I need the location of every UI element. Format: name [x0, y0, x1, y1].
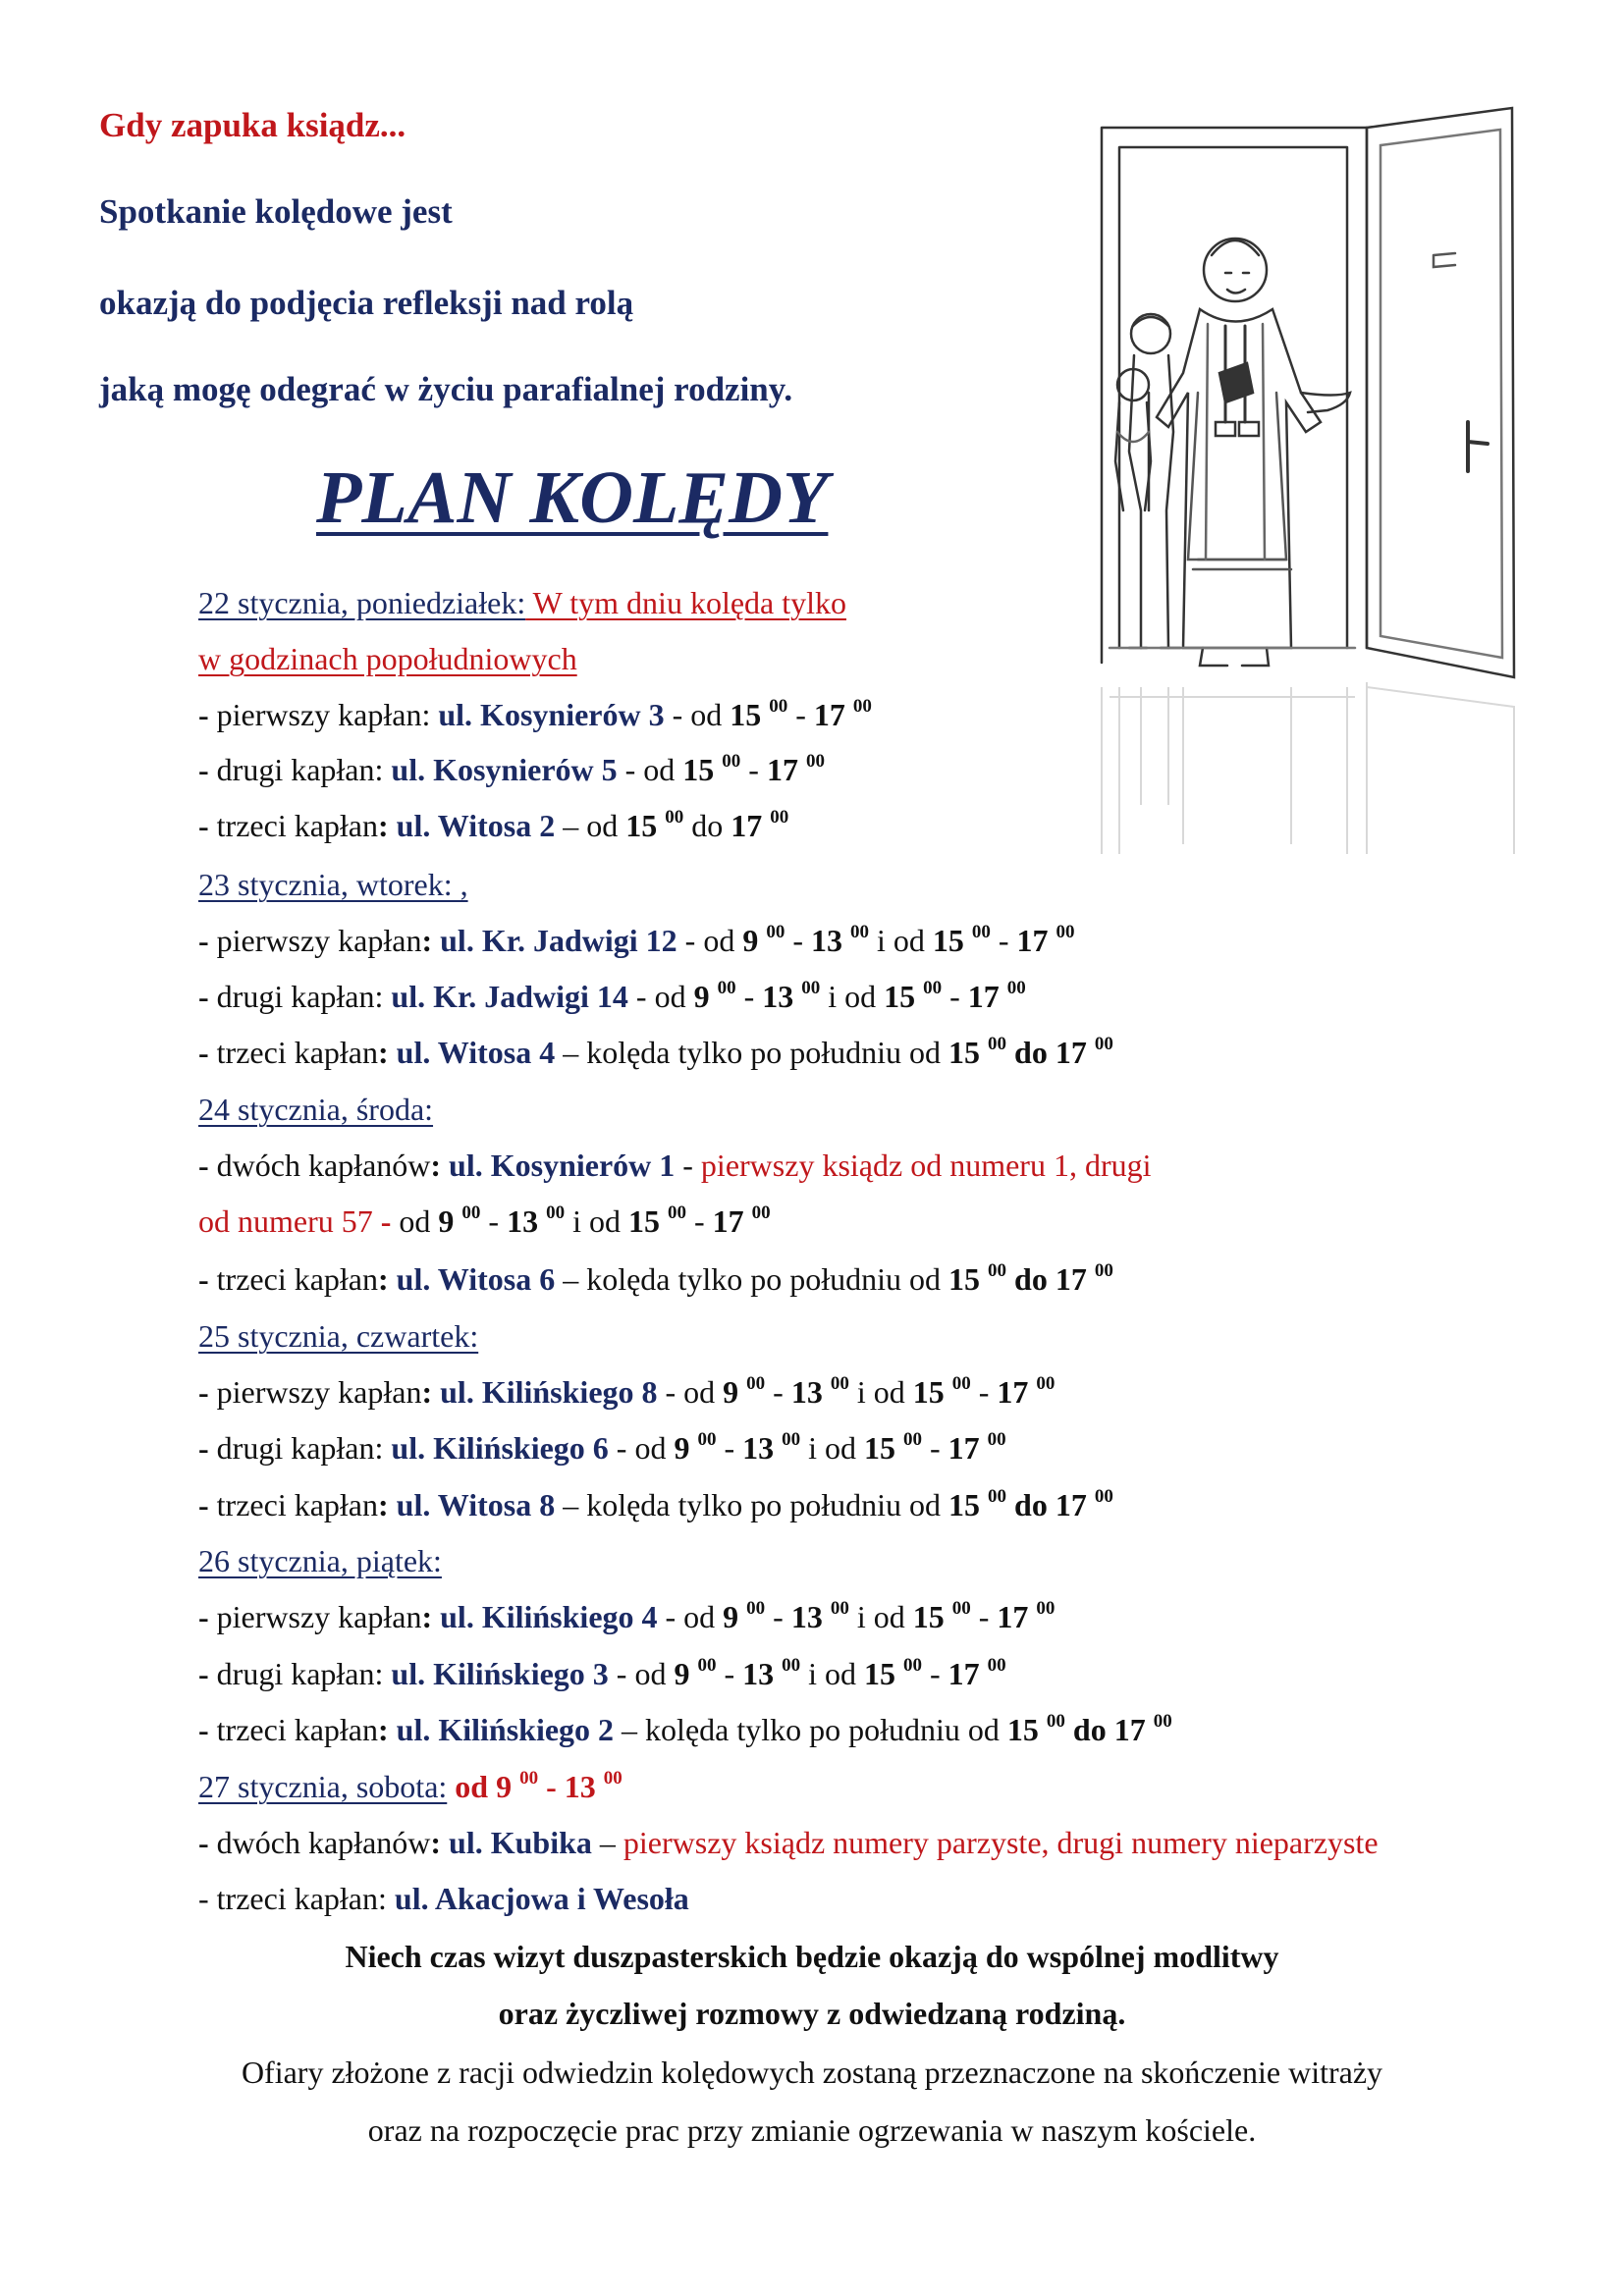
text-fragment: -	[785, 923, 811, 958]
text-fragment: i od	[820, 979, 885, 1014]
text-fragment: 00	[766, 922, 785, 942]
text-fragment: od	[399, 1203, 439, 1239]
text-fragment: do 17	[1014, 1487, 1087, 1522]
schedule-row	[198, 1879, 689, 1918]
closing-note-line-1: Ofiary złożone z racji odwiedzin kolędowych zostaną przeznaczone na skończenie witraży	[241, 2055, 1383, 2090]
text-fragment: 13	[810, 923, 842, 958]
text-fragment: -	[198, 1035, 217, 1070]
day-25-header: 25 stycznia, czwartek:	[198, 1318, 479, 1354]
text-fragment: 00	[1094, 1034, 1113, 1054]
text-fragment: 17	[712, 1203, 744, 1239]
text-fragment: -	[198, 1656, 217, 1691]
text-fragment: -	[198, 923, 217, 958]
text-fragment: 00	[722, 751, 741, 772]
text-fragment: -	[198, 979, 217, 1014]
street-name: ul. Witosa 4	[396, 1035, 556, 1070]
street-name: ul. Akacjowa i Wesoła	[394, 1881, 689, 1916]
street-name: ul. Kubika	[449, 1825, 592, 1860]
text-fragment: 00	[751, 1202, 771, 1223]
text-fragment: – kolęda tylko po południu od	[555, 1035, 949, 1070]
schedule-row	[198, 1146, 1151, 1185]
day-22-header	[198, 583, 846, 622]
text-fragment: :	[378, 1261, 397, 1297]
text-fragment: dwóch kapłanów	[216, 1148, 431, 1183]
text-fragment: -	[198, 808, 217, 843]
text-fragment: 00	[546, 1202, 566, 1223]
text-fragment: - od	[657, 1374, 724, 1410]
text-fragment: trzeci kapłan	[216, 808, 378, 843]
text-fragment: i od	[848, 1374, 913, 1410]
text-fragment: 00	[801, 978, 821, 998]
intro-line-3: jaką mogę odegrać w życiu parafialnej rodziny.	[99, 370, 793, 408]
text-fragment: 17	[967, 979, 1000, 1014]
date-label: 22 stycznia, poniedziałek:	[198, 585, 526, 620]
text-fragment: 00	[987, 1429, 1006, 1450]
text-fragment: trzeci kapłan	[216, 1487, 378, 1522]
text-fragment: - od	[617, 752, 683, 787]
text-fragment: :	[430, 1148, 450, 1183]
text-fragment: :	[378, 1712, 397, 1747]
text-fragment: dwóch kapłanów	[216, 1825, 431, 1860]
schedule-row	[198, 1201, 771, 1241]
street-name: ul. Kilińskiego 6	[391, 1430, 609, 1466]
date-label: 27 stycznia, sobota:	[198, 1769, 448, 1804]
text-fragment: -	[970, 1374, 998, 1410]
text-fragment: do 17	[1014, 1261, 1087, 1297]
schedule-row	[198, 1485, 1113, 1524]
text-fragment: -	[970, 1599, 998, 1634]
text-fragment: :	[421, 923, 441, 958]
street-name: ul. Kilińskiego 2	[396, 1712, 615, 1747]
text-fragment: -	[685, 1203, 713, 1239]
day-24-header: 24 stycznia, środa:	[198, 1092, 434, 1127]
street-name: ul. Kilińskiego 4	[440, 1599, 658, 1634]
text-fragment: 15	[863, 1430, 895, 1466]
text-fragment: 00	[1094, 1486, 1113, 1507]
text-fragment: 00	[697, 1429, 717, 1450]
text-fragment: 00	[782, 1655, 801, 1676]
text-fragment: 00	[1153, 1711, 1172, 1732]
text-fragment: pierwszy kapłan:	[216, 697, 439, 732]
text-fragment: 13	[742, 1430, 775, 1466]
text-fragment: - od	[677, 923, 743, 958]
text-fragment: 00	[697, 1655, 717, 1676]
text-fragment: drugi kapłan:	[216, 752, 392, 787]
day-note: w godzinach popołudniowych	[198, 641, 577, 676]
text-fragment: 00	[770, 807, 789, 828]
text-fragment: 15	[932, 923, 964, 958]
schedule-row	[198, 695, 872, 734]
text-fragment: trzeci kapłan	[216, 1261, 378, 1297]
text-fragment: 00	[769, 696, 788, 717]
text-fragment: - od	[608, 1430, 675, 1466]
text-fragment: :	[378, 1487, 397, 1522]
text-fragment: 00	[1006, 978, 1026, 998]
text-fragment: -	[372, 1203, 400, 1239]
text-fragment: 00	[1036, 1373, 1056, 1394]
text-fragment: 00	[1046, 1711, 1065, 1732]
text-fragment: -	[198, 1881, 217, 1916]
day-27-header	[198, 1767, 623, 1806]
text-fragment: – kolęda tylko po południu od	[614, 1712, 1007, 1747]
street-name: ul. Witosa 8	[396, 1487, 556, 1522]
text-fragment: -	[675, 1148, 701, 1183]
text-fragment: - 13	[538, 1769, 596, 1804]
schedule-row	[198, 806, 788, 845]
text-fragment: 13	[790, 1374, 823, 1410]
text-fragment: - od	[608, 1656, 675, 1691]
schedule-row	[198, 1259, 1113, 1299]
schedule-row	[198, 1823, 1379, 1862]
text-fragment: - od	[627, 979, 694, 1014]
priest-at-door-illustration	[1090, 98, 1522, 864]
schedule-row	[198, 1428, 1006, 1468]
text-fragment: -	[198, 752, 217, 787]
text-fragment: drugi kapłan:	[216, 1430, 392, 1466]
text-fragment: -	[921, 1430, 948, 1466]
text-fragment: pierwszy kapłan	[216, 1374, 422, 1410]
text-fragment: -	[198, 697, 217, 732]
text-fragment: 15	[730, 697, 762, 732]
text-fragment: 15	[1006, 1712, 1039, 1747]
text-fragment: 9	[742, 923, 759, 958]
text-fragment: -	[198, 1712, 217, 1747]
street-name: ul. Kosynierów 3	[438, 697, 665, 732]
text-fragment: do 17	[1014, 1035, 1087, 1070]
text-fragment: 15	[863, 1656, 895, 1691]
text-fragment: 00	[1094, 1260, 1113, 1281]
text-fragment: :	[378, 808, 397, 843]
closing-bold-line-1: Niech czas wizyt duszpasterskich będzie okazją do wspólnej modlitwy	[345, 1939, 1279, 1974]
text-fragment: i od	[800, 1430, 864, 1466]
text-fragment: 00	[951, 1373, 971, 1394]
text-fragment: 13	[742, 1656, 775, 1691]
text-fragment: pierwszy ksiądz numery parzyste, drugi numery nieparzyste	[623, 1825, 1379, 1860]
day-26-header: 26 stycznia, piątek:	[198, 1543, 442, 1578]
text-fragment: -	[198, 1825, 217, 1860]
street-name: ul. Kosynierów 5	[391, 752, 618, 787]
text-fragment: 00	[805, 751, 825, 772]
text-fragment: i od	[800, 1656, 864, 1691]
schedule-row	[198, 1710, 1172, 1749]
text-fragment: 15	[948, 1487, 981, 1522]
street-name: ul. Kr. Jadwigi 14	[391, 979, 628, 1014]
text-fragment: 00	[988, 1260, 1007, 1281]
text-fragment: – od	[555, 808, 626, 843]
text-fragment: -	[765, 1599, 791, 1634]
text-fragment: 00	[461, 1202, 481, 1223]
text-fragment: 13	[507, 1203, 539, 1239]
text-fragment: 17	[997, 1374, 1029, 1410]
text-fragment: pierwszy kapłan	[216, 1599, 422, 1634]
text-fragment: 9	[723, 1599, 739, 1634]
text-fragment: od numeru 57	[198, 1203, 373, 1239]
text-fragment: od 9	[455, 1769, 513, 1804]
text-fragment: :	[421, 1599, 441, 1634]
text-fragment: 17	[947, 1656, 980, 1691]
text-fragment: – kolęda tylko po południu od	[555, 1487, 949, 1522]
text-fragment: 00	[746, 1598, 766, 1619]
text-fragment: 17	[1016, 923, 1049, 958]
text-fragment: -	[921, 1656, 948, 1691]
text-fragment: 17	[766, 752, 798, 787]
text-fragment: 17	[947, 1430, 980, 1466]
text-fragment: 00	[830, 1373, 849, 1394]
text-fragment: -	[198, 1487, 217, 1522]
intro-line-2: okazją do podjęcia refleksji nad rolą	[99, 284, 634, 322]
street-name: ul. Kosynierów 1	[449, 1148, 676, 1183]
text-fragment: -	[735, 979, 763, 1014]
closing-bold-line-2: oraz życzliwej rozmowy z odwiedzaną rodziną.	[498, 1996, 1126, 2031]
text-fragment: 00	[603, 1768, 623, 1789]
text-fragment: 9	[723, 1374, 739, 1410]
text-fragment: -	[198, 1148, 217, 1183]
text-fragment: 00	[746, 1373, 766, 1394]
text-fragment: i od	[848, 1599, 913, 1634]
page-title: PLAN KOLĘDY	[316, 456, 829, 539]
text-fragment: 9	[674, 1656, 690, 1691]
schedule-row	[198, 1597, 1055, 1636]
street-name: ul. Kr. Jadwigi 12	[440, 923, 677, 958]
intro-heading: Gdy zapuka ksiądz...	[99, 106, 406, 144]
day-note: W tym dniu kolęda tylko	[525, 585, 847, 620]
schedule-row	[198, 1372, 1055, 1412]
text-fragment: 13	[790, 1599, 823, 1634]
text-fragment: 00	[852, 696, 872, 717]
schedule-row	[198, 750, 825, 789]
text-fragment: 00	[987, 1655, 1006, 1676]
text-fragment: 9	[674, 1430, 690, 1466]
text-fragment: i od	[565, 1203, 628, 1239]
text-fragment: 00	[1036, 1598, 1056, 1619]
street-name: ul. Witosa 6	[396, 1261, 556, 1297]
schedule-row	[198, 921, 1075, 960]
day-23-header: 23 stycznia, wtorek: ,	[198, 867, 468, 902]
text-fragment: 00	[988, 1034, 1007, 1054]
street-name: ul. Witosa 2	[396, 808, 556, 843]
text-fragment: 15	[912, 1374, 945, 1410]
text-fragment: 00	[519, 1768, 539, 1789]
text-fragment: 17	[813, 697, 845, 732]
closing-note-line-2: oraz na rozpoczęcie prac przy zmianie ogrzewania w naszym kościele.	[367, 2112, 1257, 2148]
text-fragment: 15	[682, 752, 715, 787]
text-fragment: 00	[902, 1655, 922, 1676]
text-fragment: 15	[948, 1261, 981, 1297]
text-fragment: drugi kapłan:	[216, 1656, 392, 1691]
text-fragment: 00	[902, 1429, 922, 1450]
street-name: ul. Kilińskiego 8	[440, 1374, 658, 1410]
text-fragment: 00	[971, 922, 991, 942]
schedule-row	[198, 1033, 1113, 1072]
text-fragment: 00	[988, 1486, 1007, 1507]
street-name: ul. Kilińskiego 3	[391, 1656, 609, 1691]
text-fragment: 17	[997, 1599, 1029, 1634]
text-fragment: –	[591, 1825, 623, 1860]
text-fragment: pierwszy ksiądz od numeru 1, drugi	[700, 1148, 1152, 1183]
text-fragment: -	[942, 979, 968, 1014]
intro-line-1: Spotkanie kolędowe jest	[99, 192, 453, 231]
text-fragment: -	[198, 1599, 217, 1634]
text-fragment: 00	[717, 978, 736, 998]
text-fragment: i od	[868, 923, 933, 958]
text-fragment: -	[787, 697, 814, 732]
schedule-row	[198, 1654, 1006, 1693]
text-fragment: 9	[438, 1203, 455, 1239]
text-fragment: -	[740, 752, 767, 787]
text-fragment: 00	[667, 1202, 686, 1223]
text-fragment: 13	[762, 979, 794, 1014]
text-fragment: :	[421, 1374, 441, 1410]
text-fragment: -	[480, 1203, 508, 1239]
text-fragment: -	[765, 1374, 791, 1410]
text-fragment: 15	[912, 1599, 945, 1634]
schedule-row	[198, 977, 1026, 1016]
text-fragment: 15	[948, 1035, 981, 1070]
text-fragment: 00	[830, 1598, 849, 1619]
text-fragment: -	[990, 923, 1017, 958]
text-fragment: 00	[849, 922, 869, 942]
text-fragment: -	[716, 1656, 743, 1691]
text-fragment: :	[378, 1035, 397, 1070]
text-fragment: 00	[782, 1429, 801, 1450]
text-fragment: trzeci kapłan	[216, 1035, 378, 1070]
text-fragment: 9	[693, 979, 710, 1014]
text-fragment: -	[716, 1430, 743, 1466]
text-fragment: trzeci kapłan	[216, 1712, 378, 1747]
text-fragment: 17	[731, 808, 763, 843]
text-fragment: do	[683, 808, 731, 843]
text-fragment: 15	[625, 808, 658, 843]
text-fragment: 00	[1056, 922, 1075, 942]
text-fragment: 00	[665, 807, 684, 828]
text-fragment: - od	[664, 697, 731, 732]
text-fragment: drugi kapłan:	[216, 979, 392, 1014]
text-fragment: – kolęda tylko po południu od	[555, 1261, 949, 1297]
text-fragment: 00	[951, 1598, 971, 1619]
text-fragment: -	[198, 1430, 217, 1466]
text-fragment: trzeci kapłan:	[216, 1881, 395, 1916]
text-fragment: do 17	[1072, 1712, 1146, 1747]
text-fragment: 00	[923, 978, 943, 998]
text-fragment: pierwszy kapłan	[216, 923, 422, 958]
text-fragment: :	[430, 1825, 450, 1860]
text-fragment: 15	[884, 979, 916, 1014]
text-fragment: 15	[627, 1203, 660, 1239]
text-fragment: -	[198, 1374, 217, 1410]
text-fragment: -	[198, 1261, 217, 1297]
text-fragment: - od	[657, 1599, 724, 1634]
